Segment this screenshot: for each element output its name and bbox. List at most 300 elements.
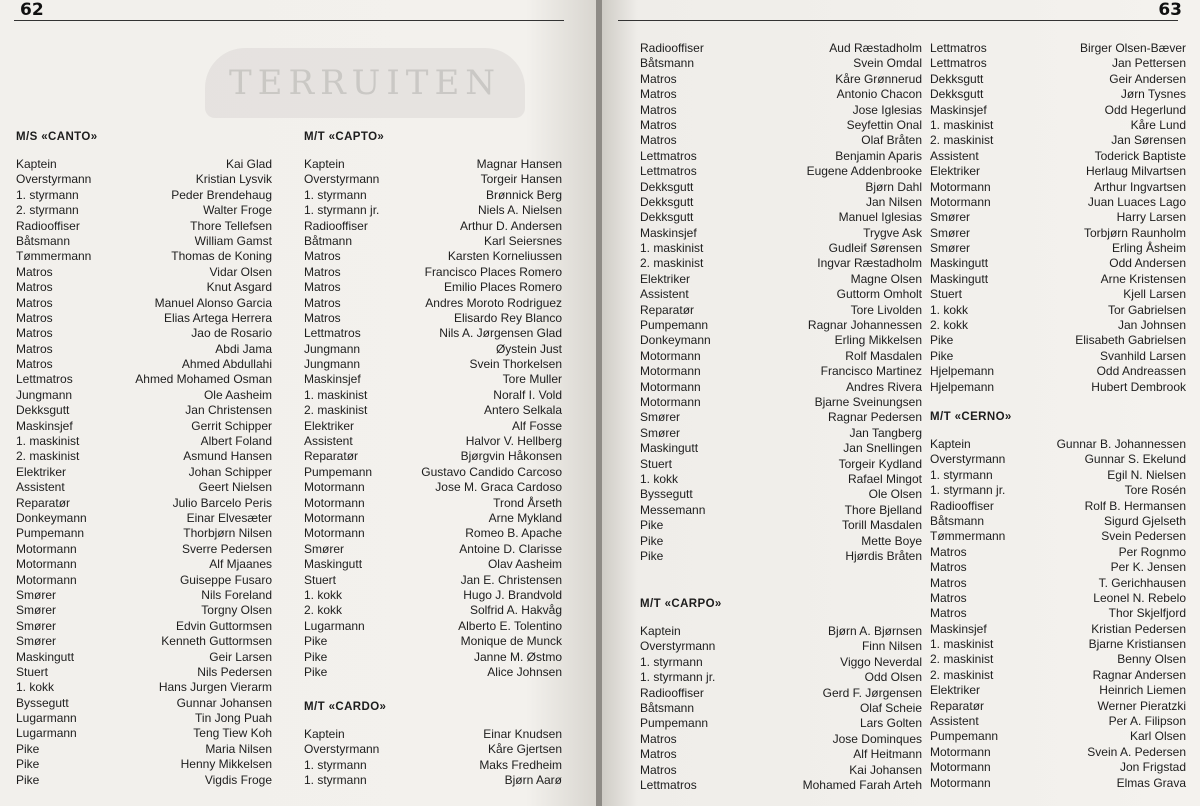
crew-row	[304, 296, 562, 311]
crew-role: Lettmatros	[640, 164, 697, 179]
crew-role: Dekksgutt	[930, 87, 984, 102]
crew-row	[930, 606, 1186, 621]
crew-role: Maskingutt	[640, 441, 699, 456]
crew-role: Motormann	[640, 364, 701, 379]
crew-name: Svanhild Larsen	[1099, 348, 1186, 363]
crew-role: Overstyrmann	[304, 172, 380, 187]
crew-row	[930, 41, 1186, 56]
crew-role: Maskinsjef	[930, 102, 987, 117]
crew-name: Tor Gabrielsen	[1107, 302, 1186, 317]
crew-name: Andres Rivera	[845, 379, 922, 394]
crew-role: Pike	[640, 548, 664, 563]
crew-role: Reparatør	[640, 302, 695, 317]
crew-row	[304, 742, 562, 757]
right-page	[602, 0, 1200, 806]
crew-name: Bjarne Sveinungsen	[814, 394, 922, 409]
crew-name: Magnar Hansen	[476, 157, 562, 171]
crew-role: Matros	[16, 310, 53, 325]
crew-role: Assistent	[16, 480, 65, 495]
crew-role: 1. kokk	[930, 302, 969, 317]
crew-role: Hjelpemann	[930, 379, 995, 394]
crew-row	[304, 403, 562, 418]
crew-name: Trond Årseth	[493, 495, 562, 510]
ship-section-canto	[16, 130, 272, 788]
crew-name: Manuel Iglesias	[838, 210, 922, 225]
crew-role: Maskingutt	[16, 649, 75, 664]
crew-row	[930, 483, 1186, 498]
crew-name: Guiseppe Fusaro	[179, 572, 272, 587]
crew-row	[304, 265, 562, 280]
crew-name: Emilio Places Romero	[443, 280, 562, 295]
crew-role: 1. styrmann jr.	[304, 203, 380, 218]
crew-row	[16, 526, 272, 541]
crew-row	[640, 87, 922, 102]
crew-row	[930, 514, 1186, 529]
crew-name: Birger Olsen-Bæver	[1079, 41, 1186, 55]
crew-name: Karl Seiersnes	[483, 233, 562, 248]
ship-title: M/T «CARDO»	[304, 701, 387, 713]
crew-role: Motormann	[930, 179, 991, 194]
crew-name: T. Gerichhausen	[1098, 575, 1186, 590]
crew-role: Matros	[304, 280, 341, 295]
crew-name: Odd Olsen	[864, 670, 922, 685]
crew-name: Peder Brendehaug	[171, 187, 272, 202]
crew-name: Kjell Larsen	[1123, 287, 1186, 302]
crew-name: Arthur Ingvartsen	[1093, 179, 1186, 194]
crew-row	[930, 699, 1186, 714]
crew-row	[640, 701, 922, 716]
crew-name: Ragnar Pedersen	[827, 410, 922, 425]
crew-name: Erling Mikkelsen	[834, 333, 922, 348]
crew-role: Lettmatros	[640, 148, 697, 163]
crew-name: Monique de Munck	[460, 634, 562, 649]
crew-role: Pumpemann	[640, 318, 709, 333]
crew-name: Werner Pieratzki	[1097, 698, 1186, 713]
crew-role: Dekksgutt	[16, 403, 70, 418]
crew-role: Pike	[930, 333, 954, 348]
crew-name: Thore Bjelland	[844, 502, 922, 517]
crew-role: Matros	[304, 249, 341, 264]
crew-role: Matros	[16, 295, 53, 310]
crew-row	[16, 311, 272, 326]
crew-name: Karl Olsen	[1129, 729, 1186, 744]
crew-row	[16, 357, 272, 372]
crew-name: Olav Aasheim	[487, 557, 562, 572]
crew-row	[304, 557, 562, 572]
crew-name: Sverre Pedersen	[181, 541, 272, 556]
crew-name: Nils Foreland	[201, 587, 272, 602]
crew-role: Matros	[16, 280, 53, 295]
crew-role: Overstyrmann	[304, 742, 380, 757]
crew-row	[930, 272, 1186, 287]
crew-name: Albert Foland	[200, 434, 272, 449]
crew-name: Alberto E. Tolentino	[458, 618, 562, 633]
crew-role: Smører	[930, 210, 970, 225]
crew-row	[930, 226, 1186, 241]
crew-role: 1. styrmann	[304, 187, 367, 202]
crew-row	[304, 234, 562, 249]
crew-row	[640, 624, 922, 639]
crew-row	[304, 342, 562, 357]
crew-name: Torgeir Hansen	[480, 172, 562, 187]
crew-role: Pumpemann	[304, 464, 373, 479]
crew-name: Lars Golten	[859, 716, 922, 731]
crew-name: Solfrid A. Hakvåg	[469, 603, 562, 618]
crew-row	[640, 287, 922, 302]
crew-role: Matros	[640, 747, 677, 762]
crew-role: Kaptein	[930, 437, 971, 451]
crew-role: Matros	[304, 295, 341, 310]
crew-name: Ingvar Ræstadholm	[817, 256, 922, 271]
crew-name: Maks Fredheim	[479, 757, 562, 772]
crew-row	[16, 403, 272, 418]
crew-role: Lugarmann	[304, 618, 365, 633]
crew-name: Tore Livolden	[850, 302, 922, 317]
crew-name: Alf Mjaanes	[209, 557, 272, 572]
crew-role: Stuert	[640, 456, 673, 471]
crew-row	[304, 326, 562, 341]
crew-name: Johan Schipper	[188, 464, 272, 479]
crew-role: Maskinsjef	[930, 621, 987, 636]
crew-name: Geir Larsen	[209, 649, 272, 664]
crew-name: Ahmed Mohamed Osman	[135, 372, 272, 387]
crew-name: Gudleif Sørensen	[828, 241, 922, 256]
crew-role: Jungmann	[16, 387, 73, 402]
crew-role: Matros	[640, 102, 677, 117]
crew-row	[304, 526, 562, 541]
crew-name: Jose Dominques	[832, 731, 922, 746]
crew-row	[930, 349, 1186, 364]
crew-name: Bjørn Dahl	[865, 179, 922, 194]
crew-role: 1. maskinist	[640, 241, 704, 256]
crew-name: Heinrich Liemen	[1099, 683, 1186, 698]
crew-name: Benjamin Aparis	[835, 148, 922, 163]
crew-role: Dekksgutt	[640, 194, 694, 209]
crew-role: Pike	[304, 634, 328, 649]
crew-row	[930, 622, 1186, 637]
crew-name: Kåre Lund	[1130, 117, 1186, 132]
crew-name: Geert Nielsen	[198, 480, 272, 495]
crew-row	[640, 364, 922, 379]
crew-role: Radiooffiser	[640, 41, 704, 55]
crew-name: Janne M. Østmo	[473, 649, 562, 664]
crew-name: Jan Snellingen	[843, 441, 922, 456]
crew-row	[930, 529, 1186, 544]
crew-name: Viggo Neverdal	[840, 654, 922, 669]
crew-row	[640, 164, 922, 179]
crew-role: 1. maskinist	[930, 117, 994, 132]
crew-row	[930, 241, 1186, 256]
crew-name: Svein Omdal	[853, 56, 922, 71]
crew-row	[930, 210, 1186, 225]
crew-name: Thomas de Koning	[171, 249, 272, 264]
crew-role: 1. styrmann	[304, 773, 367, 788]
crew-name: Per Rognmo	[1118, 544, 1186, 559]
crew-role: Båtmann	[304, 233, 353, 248]
crew-row	[304, 511, 562, 526]
crew-role: Matros	[304, 310, 341, 325]
crew-row	[930, 195, 1186, 210]
crew-name: Einar Knudsen	[483, 727, 562, 741]
crew-row	[16, 326, 272, 341]
crew-name: Thore Tellefsen	[190, 218, 272, 233]
crew-role: Dekksgutt	[930, 71, 984, 86]
crew-name: Juan Luaces Lago	[1087, 194, 1186, 209]
crew-name: Romeo B. Apache	[465, 526, 562, 541]
crew-role: Motormann	[930, 760, 991, 775]
crew-name: Ole Aasheim	[203, 387, 272, 402]
crew-name: Kåre Grønnerud	[835, 71, 922, 86]
crew-row	[930, 576, 1186, 591]
crew-name: Noralf I. Vold	[493, 387, 562, 402]
ship-title: M/T «CAPTO»	[304, 131, 385, 143]
crew-row	[930, 437, 1186, 452]
crew-row	[640, 534, 922, 549]
crew-name: Kai Glad	[225, 157, 272, 171]
crew-row	[16, 573, 272, 588]
crew-name: Mette Boye	[861, 533, 922, 548]
crew-name: Niels A. Nielsen	[477, 203, 562, 218]
crew-name: Nils Pedersen	[197, 664, 272, 679]
crew-name: Halvor V. Hellberg	[465, 434, 562, 449]
crew-name: Julio Barcelo Peris	[172, 495, 272, 510]
crew-role: Tømmermann	[930, 529, 1006, 544]
crew-row	[16, 773, 272, 788]
crew-row	[304, 434, 562, 449]
crew-name: Elias Artega Herrera	[163, 310, 272, 325]
crew-name: Odd Andreassen	[1096, 364, 1186, 379]
crew-name: Hubert Dembrook	[1091, 379, 1186, 394]
crew-row	[930, 668, 1186, 683]
crew-row	[304, 758, 562, 773]
crew-row	[930, 118, 1186, 133]
crew-role: Lettmatros	[16, 372, 73, 387]
crew-name: Antoine D. Clarisse	[459, 541, 562, 556]
crew-row	[930, 72, 1186, 87]
crew-role: Motormann	[930, 194, 991, 209]
crew-row	[930, 452, 1186, 467]
crew-row	[640, 210, 922, 225]
crew-role: Smører	[930, 225, 970, 240]
crew-name: Gustavo Candido Carcoso	[421, 464, 562, 479]
crew-name: Jao de Rosario	[191, 326, 272, 341]
crew-role: 1. maskinist	[16, 434, 80, 449]
ship-section-cardo-continued	[640, 41, 922, 564]
crew-role: Smører	[16, 634, 56, 649]
crew-row	[304, 603, 562, 618]
crew-role: Matros	[930, 606, 967, 621]
crew-row	[930, 318, 1186, 333]
crew-role: Motormann	[16, 572, 77, 587]
crew-name: Teng Tiew Koh	[193, 726, 272, 741]
crew-row	[16, 419, 272, 434]
crew-row	[304, 203, 562, 218]
crew-row	[930, 287, 1186, 302]
crew-name: Jørn Tysnes	[1120, 87, 1186, 102]
crew-role: 1. styrmann jr.	[930, 483, 1006, 498]
crew-name: Torgeir Kydland	[838, 456, 922, 471]
crew-row	[304, 480, 562, 495]
crew-role: Matros	[640, 762, 677, 777]
crew-row	[304, 280, 562, 295]
crew-row	[640, 778, 922, 793]
crew-row	[640, 732, 922, 747]
crew-row	[640, 241, 922, 256]
crew-name: Ahmed Abdullahi	[181, 357, 272, 372]
crew-role: 2. kokk	[304, 603, 343, 618]
crew-name: Tore Rosén	[1124, 483, 1186, 498]
crew-row	[930, 56, 1186, 71]
crew-name: Toderick Baptiste	[1094, 148, 1186, 163]
ship-section-cerno	[930, 410, 1186, 791]
crew-name: Karsten Korneliussen	[447, 249, 562, 264]
ship-section-capto	[304, 130, 562, 680]
crew-role: Pike	[640, 518, 664, 533]
crew-row	[16, 757, 272, 772]
crew-name: Magne Olsen	[850, 271, 922, 286]
crew-name: Gunnar B. Johannessen	[1056, 437, 1186, 451]
crew-role: Radiooffiser	[640, 685, 704, 700]
crew-role: Overstyrmann	[930, 452, 1006, 467]
crew-name: Torgny Olsen	[201, 603, 272, 618]
crew-role: Messemann	[640, 502, 706, 517]
crew-row	[16, 188, 272, 203]
crew-row	[640, 472, 922, 487]
crew-name: Elisardo Rey Blanco	[453, 310, 562, 325]
crew-name: Tore Muller	[502, 372, 562, 387]
crew-row	[16, 634, 272, 649]
crew-row	[930, 499, 1186, 514]
crew-role: 2. maskinist	[930, 667, 994, 682]
crew-role: Lettmatros	[304, 326, 361, 341]
crew-role: Tømmermann	[16, 249, 92, 264]
crew-name: Torbjørn Raunholm	[1083, 225, 1186, 240]
crew-role: Lugarmann	[16, 711, 77, 726]
crew-row	[930, 364, 1186, 379]
crew-row	[930, 103, 1186, 118]
crew-role: Motormann	[304, 480, 365, 495]
ship-section-carpo-continued	[930, 41, 1186, 395]
crew-role: Motormann	[930, 744, 991, 759]
crew-role: Motormann	[640, 379, 701, 394]
header-rule-left	[14, 20, 564, 21]
crew-role: 1. styrmann	[16, 187, 79, 202]
crew-row	[16, 296, 272, 311]
crew-row	[640, 272, 922, 287]
crew-role: Motormann	[640, 348, 701, 363]
crew-name: Jan Johnsen	[1117, 318, 1186, 333]
crew-role: Smører	[930, 241, 970, 256]
crew-row	[16, 680, 272, 695]
crew-row	[16, 619, 272, 634]
crew-role: Byssegutt	[640, 487, 693, 502]
crew-name: Asmund Hansen	[183, 449, 272, 464]
crew-role: Hjelpemann	[930, 364, 995, 379]
crew-row	[930, 164, 1186, 179]
crew-row	[930, 333, 1186, 348]
crew-row	[16, 557, 272, 572]
crew-role: Matros	[16, 357, 53, 372]
crew-name: Jose M. Graca Cardoso	[435, 480, 562, 495]
crew-name: Bjørgvin Håkonsen	[460, 449, 562, 464]
crew-role: Assistent	[930, 714, 979, 729]
crew-role: Elektriker	[16, 464, 67, 479]
crew-role: Stuert	[930, 287, 963, 302]
crew-role: Radiooffiser	[930, 498, 994, 513]
crew-row	[640, 686, 922, 701]
left-page	[0, 0, 598, 806]
crew-name: Antero Selkala	[483, 403, 562, 418]
crew-row	[304, 157, 562, 172]
page-number-left: 62	[20, 0, 44, 20]
crew-row	[304, 650, 562, 665]
crew-role: Smører	[640, 410, 680, 425]
crew-row	[930, 560, 1186, 575]
crew-row	[640, 103, 922, 118]
crew-role: Matros	[640, 731, 677, 746]
crew-name: Bjarne Kristiansen	[1088, 637, 1186, 652]
crew-name: Maria Nilsen	[205, 741, 272, 756]
crew-role: Maskingutt	[304, 557, 363, 572]
crew-role: Maskinsjef	[640, 225, 697, 240]
crew-role: Matros	[640, 71, 677, 86]
crew-row	[640, 133, 922, 148]
crew-role: 1. kokk	[640, 471, 679, 486]
crew-role: Matros	[930, 590, 967, 605]
crew-row	[16, 588, 272, 603]
crew-row	[16, 465, 272, 480]
crew-role: Reparatør	[930, 698, 985, 713]
crew-row	[640, 256, 922, 271]
crew-role: Pike	[16, 772, 40, 787]
crew-name: Arne Mykland	[488, 510, 562, 525]
crew-row	[304, 634, 562, 649]
crew-row	[304, 311, 562, 326]
crew-row	[16, 388, 272, 403]
crew-row	[16, 434, 272, 449]
crew-name: Geir Andersen	[1109, 71, 1186, 86]
crew-name: Jan E. Christensen	[460, 572, 562, 587]
crew-name: Rafael Mingot	[847, 471, 922, 486]
ship-title: M/T «CERNO»	[930, 411, 1012, 423]
crew-name: Eugene Addenbrooke	[806, 164, 922, 179]
crew-row	[16, 449, 272, 464]
crew-row	[304, 773, 562, 788]
crew-row	[16, 665, 272, 680]
crew-row	[930, 591, 1186, 606]
crew-role: Maskingutt	[930, 271, 989, 286]
crew-role: Matros	[640, 87, 677, 102]
crew-role: Radiooffiser	[16, 218, 80, 233]
crew-role: Byssegutt	[16, 695, 69, 710]
crew-name: Jan Nilsen	[865, 194, 922, 209]
crew-role: Pike	[16, 741, 40, 756]
crew-role: Matros	[640, 133, 677, 148]
crew-role: Assistent	[640, 287, 689, 302]
crew-row	[930, 745, 1186, 760]
crew-row	[304, 219, 562, 234]
crew-row	[304, 449, 562, 464]
crew-role: Båtsmann	[16, 233, 71, 248]
crew-row	[640, 41, 922, 56]
crew-name: Kåre Gjertsen	[487, 742, 562, 757]
crew-name: Jon Frigstad	[1119, 760, 1186, 775]
crew-role: Matros	[640, 117, 677, 132]
crew-row	[16, 711, 272, 726]
crew-row	[304, 172, 562, 187]
crew-role: Lettmatros	[930, 41, 987, 55]
crew-role: 2. maskinist	[16, 449, 80, 464]
